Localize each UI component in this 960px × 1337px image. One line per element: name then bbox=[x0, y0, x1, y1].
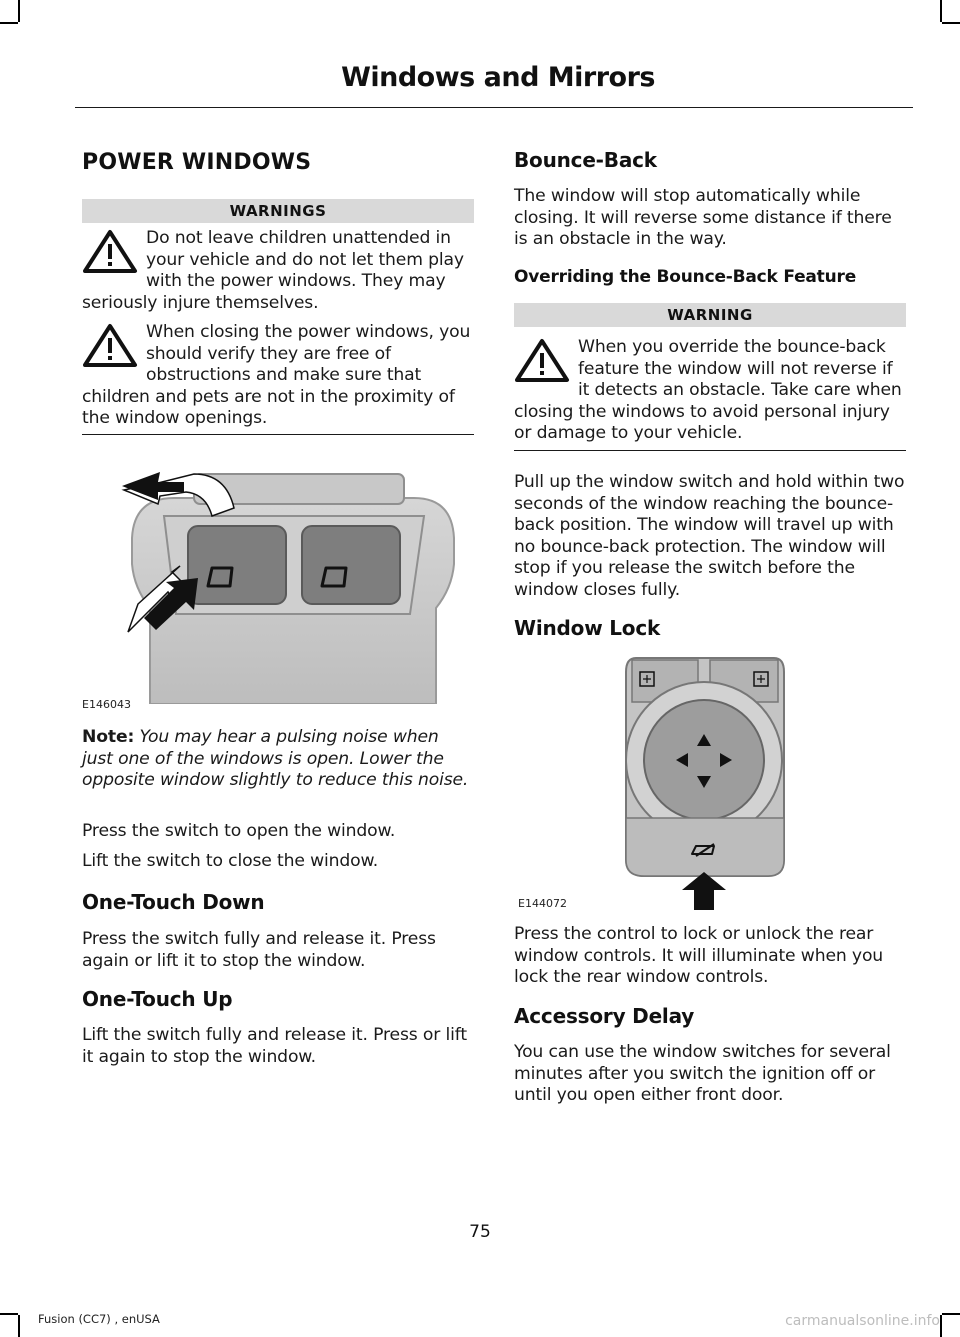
warning-text: When you override the bounce-back feature the window will not reverse if it detects an obstacle. Take care when closing the windows to avoid personal injury or damage to your vehicle. bbox=[514, 337, 902, 443]
warning-triangle-icon bbox=[82, 228, 138, 274]
paragraph: The window will stop automatically while closing. It will reverse some distance if there is an obstacle in the way. bbox=[514, 186, 892, 249]
warning-text: Do not leave children unattended in your vehicle and do not let them play with the power windows. They may seriously injure themselves. bbox=[82, 228, 464, 313]
footer-text: Fusion (CC7) , enUSA bbox=[38, 1312, 160, 1326]
crop-mark bbox=[18, 0, 20, 22]
warning-block bbox=[514, 337, 906, 445]
warning-end-rule bbox=[514, 450, 906, 451]
window-lock-control-illustration bbox=[614, 650, 794, 912]
figure-code: E146043 bbox=[82, 698, 131, 711]
page-number: 75 bbox=[469, 1222, 491, 1242]
watermark-text: carmanualsonline.info bbox=[785, 1313, 940, 1329]
note-label: Note: bbox=[82, 727, 135, 747]
warning-bar: WARNING bbox=[514, 303, 906, 327]
warning-text: When closing the power windows, you should verify they are free of obstructions and make sure that children and pets are not in the proximity of the window openings. bbox=[82, 322, 471, 428]
crop-mark bbox=[0, 22, 18, 24]
warnings-bar: WARNINGS bbox=[82, 199, 474, 223]
subsection-title: Window Lock bbox=[514, 616, 661, 640]
crop-mark bbox=[940, 0, 942, 22]
paragraph: Pull up the window switch and hold within two seconds of the window reaching the bounce-back position. The window will travel up with no bounce-back protection. The window will stop if you release the switch before the window closes fully. bbox=[514, 472, 905, 600]
rear-window-switch-illustration bbox=[114, 468, 474, 704]
paragraph: Lift the switch to close the window. bbox=[82, 851, 379, 871]
paragraph: Press the switch to open the window. bbox=[82, 821, 396, 841]
warning-block bbox=[82, 322, 474, 430]
header-rule bbox=[75, 107, 913, 108]
paragraph: Press the switch fully and release it. Press again or lift it to stop the window. bbox=[82, 929, 436, 971]
subsection-title: Accessory Delay bbox=[514, 1004, 695, 1028]
crop-mark bbox=[942, 1313, 960, 1315]
subsection-title: One-Touch Down bbox=[82, 890, 265, 914]
page-header-title: Windows and Mirrors bbox=[341, 62, 655, 93]
subsection-title: One-Touch Up bbox=[82, 987, 233, 1011]
warning-triangle-icon bbox=[514, 337, 570, 383]
paragraph: You can use the window switches for several minutes after you switch the ignition off or until you open either front door. bbox=[514, 1042, 891, 1105]
paragraph: Press the control to lock or unlock the rear window controls. It will illuminate when you lock the rear window controls. bbox=[514, 924, 884, 987]
section-title: POWER WINDOWS bbox=[82, 150, 312, 175]
crop-mark bbox=[942, 22, 960, 24]
figure-code: E144072 bbox=[518, 897, 567, 910]
warning-block bbox=[82, 228, 474, 314]
warnings-end-rule bbox=[82, 434, 474, 435]
crop-mark bbox=[18, 1315, 20, 1337]
crop-mark bbox=[0, 1313, 18, 1315]
note-text: You may hear a pulsing noise when just one of the windows is open. Lower the opposite window slightly to reduce this noise. bbox=[82, 727, 469, 790]
subsection-title: Bounce-Back bbox=[514, 148, 657, 172]
warning-triangle-icon bbox=[82, 322, 138, 368]
note-paragraph bbox=[82, 727, 474, 792]
crop-mark bbox=[940, 1315, 942, 1337]
paragraph: Lift the switch fully and release it. Press or lift it again to stop the window. bbox=[82, 1025, 467, 1067]
subsection-title: Overriding the Bounce-Back Feature bbox=[514, 267, 857, 287]
